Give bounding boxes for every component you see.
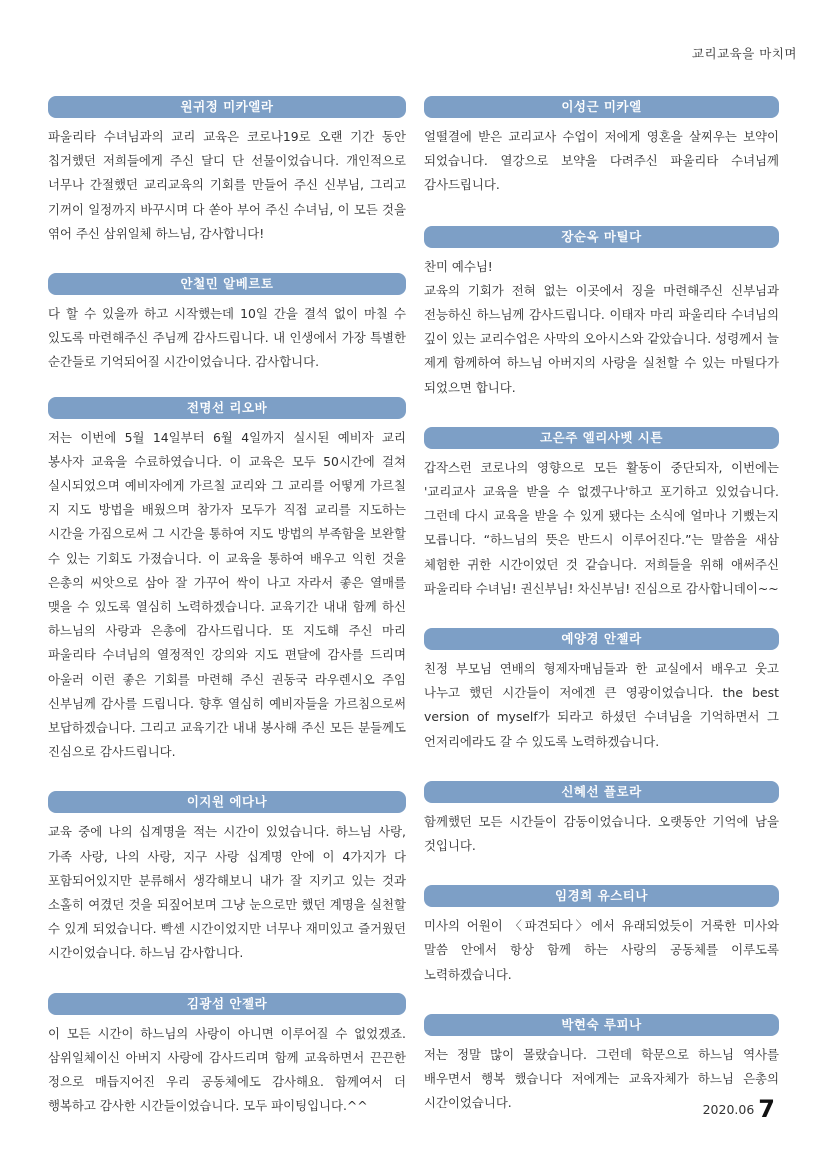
testimony xyxy=(424,96,779,198)
testimony-text: 갑작스런 코로나의 영향으로 모든 활동이 중단되자, 이번에는 '교리교사 교육을 받을 수 없겠구나'하고 포기하고 있었습니다. 그런데 다시 교육을 받을 수 있게 됐다는 소식에 얼마나 기뻤는지 모릅니다. “하느님의 뜻은 반드시 이루어진다.”는 말씀을 새삼 체험한 귀한 시간이었던 것 같습니다. 저희들을 위해 애써주신 파울리타 수녀님! 권신부님! 차신부님! 진심으로 감사합니데이~~ xyxy=(424,459,779,596)
testimony xyxy=(424,781,779,858)
testimony-text: 함께했던 모든 시간들이 감동이었습니다. 오랫동안 기억에 남을 것입니다. xyxy=(424,813,779,854)
testimony xyxy=(424,628,779,754)
testimony xyxy=(424,885,779,987)
testimony xyxy=(48,397,406,765)
author-name-bar: 신혜선 플로라 xyxy=(424,781,779,803)
testimony-text: 이 모든 시간이 하느님의 사랑이 아니면 이루어질 수 없었겠죠. 삼위일체이신 아버지 사랑에 감사드리며 함께 교육하면서 끈끈한 정으로 매듭지어진 우리 공동체에도 감사해요. 함께여서 더 행복하고 감사한 시간들이었습니다. 모두 파이팅입니다.^^ xyxy=(48,1025,406,1114)
testimony-text: 저는 이번에 5월 14일부터 6월 4일까지 실시된 예비자 교리 봉사자 교육을 수료하였습니다. 이 교육은 모두 50시간에 걸쳐 실시되었으며 예비자에게 가르칠 교리와 그 교리를 어떻게 가르칠 지 지도 방법을 배웠으며 참가자 모두가 직접 교리를 지도하는 시간을 가짐으로써 그 시간을 통하여 지도 방법의 부족함을 보완할 수 있는 기회도 가졌습니다. 이 교육을 통하여 배우고 익힌 것을 은총의 씨앗으로 삼아 잘 가꾸어 싹이 나고 자라서 좋은 열매를 맺을 수 있도록 열심히 노력하겠습니다. 교육기간 내내 함께 하신 하느님의 사랑과 은총에 감사드립니다. 또 지도해 주신 마리 파울리타 수녀님의 열정적인 강의와 지도 편달에 감사를 드리며 아울러 이런 좋은 기회를 마련해 주신 권동국 라우렌시오 주임 신부님께 감사를 드립니다. 향후 열심히 예비자들을 가르침으로써 보답하겠습니다. 그리고 교육기간 내내 봉사해 주신 모든 분들께도 진심으로 감사드립니다. xyxy=(48,429,406,760)
author-name-bar: 임경희 유스티나 xyxy=(424,885,779,907)
author-name-bar: 김광섬 안젤라 xyxy=(48,993,406,1015)
testimony-text: 얼떨결에 받은 교리교사 수업이 저에게 영혼을 살찌우는 보약이 되었습니다. 열강으로 보약을 다려주신 파울리타 수녀님께 감사드립니다. xyxy=(424,129,779,193)
author-name-bar: 안철민 알베르토 xyxy=(48,273,406,295)
author-name-bar: 전명선 리오바 xyxy=(48,397,406,419)
testimony xyxy=(424,226,779,400)
author-name-bar: 예양경 안젤라 xyxy=(424,628,779,650)
right-column xyxy=(424,96,779,1115)
author-name-bar: 박현숙 루피나 xyxy=(424,1014,779,1036)
testimony-text: 파울리타 수녀님과의 교리 교육은 코로나19로 오랜 기간 동안 칩거했던 저희들에게 주신 달디 단 선물이었습니다. 개인적으로 너무나 간절했던 교리교육의 기회를 만들어 주신 신부님, 그리고 기꺼이 일정까지 바꾸시며 다 쏟아 부어 주신 수녀님, 이 모든 것을 엮어 주신 삼위일체 하느님, 감사합니다! xyxy=(48,129,406,241)
testimony-text: 친정 부모님 연배의 형제자매님들과 한 교실에서 배우고 웃고 나누고 했던 시간들이 저에겐 큰 영광이었습니다. the best version of myself가 되라고 하셨던 수녀님을 기억하면서 그 언저리에라도 갈 수 있도록 노력하겠습니다. xyxy=(424,661,779,749)
testimony-text: 저는 정말 많이 몰랐습니다. 그런데 학문으로 하느님 역사를 배우면서 행복 했습니다 저에게는 교육자체가 하느님 은총의 시간이었습니다. xyxy=(424,1046,779,1111)
testimony xyxy=(48,791,406,965)
author-name-bar: 원귀정 미카엘라 xyxy=(48,96,406,118)
page-number: 7 xyxy=(758,1095,775,1123)
page-footer xyxy=(703,1095,775,1123)
issue-date: 2020.06 xyxy=(702,1102,755,1117)
testimony-text: 찬미 예수님! 교육의 기회가 전혀 없는 이곳에서 징을 마련해주신 신부님과 전능하신 하느님께 감사드립니다. 이태자 마리 파울리타 수녀님의 깊이 있는 교리수업은 사막의 오아시스와 같았습니다. 성령께서 늘 제게 함께하여 하느님 아버지의 사랑을 실천할 수 있는 마틸다가 되었으면 합니다. xyxy=(424,258,779,395)
testimony xyxy=(48,993,406,1119)
testimony xyxy=(48,273,406,375)
author-name-bar: 고은주 엘리사벳 시튼 xyxy=(424,427,779,449)
author-name-bar: 이지원 에다나 xyxy=(48,791,406,813)
left-column xyxy=(48,96,406,1119)
testimony-text: 미사의 어원이 〈파견되다〉에서 유래되었듯이 거룩한 미사와 말씀 안에서 항상 함께 하는 사랑의 공동체를 이루도록 노력하겠습니다. xyxy=(424,918,779,982)
running-header: 교리교육을 마치며 xyxy=(691,46,797,61)
testimony xyxy=(48,96,406,246)
author-name-bar: 장순옥 마틸다 xyxy=(424,226,779,248)
author-name-bar: 이성근 미카엘 xyxy=(424,96,779,118)
testimony-text: 교육 중에 나의 십계명을 적는 시간이 있었습니다. 하느님 사랑, 가족 사랑, 나의 사랑, 지구 사랑 십계명 안에 이 4가지가 다 포함되어있지만 분류해서 생각해보니 내가 잘 지키고 있는 것과 소홀히 여겼던 것을 되짚어보며 그냥 눈으로만 했던 계명을 실천할 수 있게 되었습니다. 빡센 시간이었지만 너무나 재미있고 즐거웠던 시간이었습니다. 하느님 감사합니다. xyxy=(48,824,406,961)
testimony-text: 다 할 수 있을까 하고 시작했는데 10일 간을 결석 없이 마칠 수 있도록 마련해주신 주님께 감사드립니다. 내 인생에서 가장 특별한 순간들로 기억되어질 시간이었습니다. 감사합니다. xyxy=(48,306,406,370)
testimony xyxy=(424,427,779,601)
